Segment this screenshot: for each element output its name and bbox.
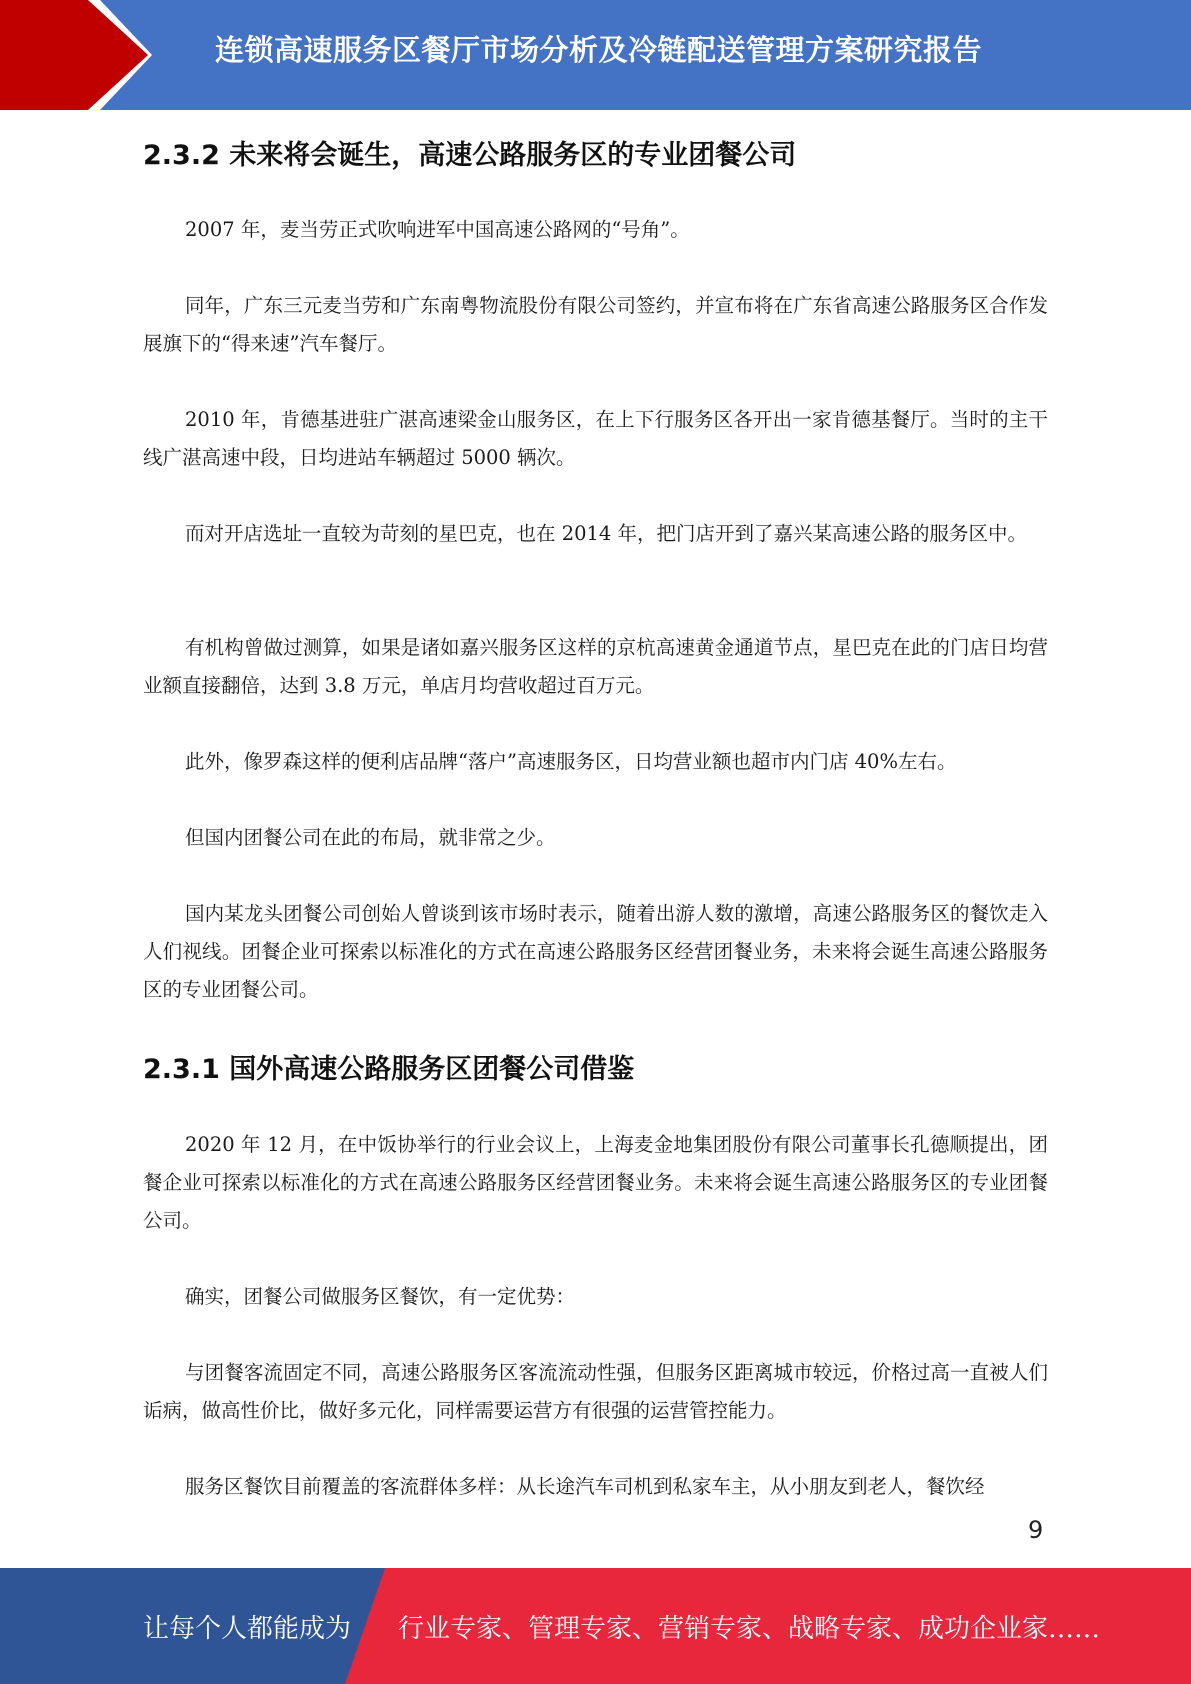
footer-slogan-left: 让每个人都能成为 xyxy=(143,1614,352,1644)
paragraph: 2010 年，肯德基进驻广湛高速梁金山服务区，在上下行服务区各开出一家肯德基餐厅。当时的主干线广湛高速中段，日均进站车辆超过 5000 辆次。 xyxy=(143,408,1048,469)
paragraph: 但国内团餐公司在此的布局，就非常之少。 xyxy=(185,826,556,849)
footer-slogan-right: 行业专家、管理专家、营销专家、战略专家、成功企业家…… xyxy=(398,1614,1101,1644)
paragraph: 而对开店选址一直较为苛刻的星巴克，也在 2014 年，把门店开到了嘉兴某高速公路的服务区中。 xyxy=(185,522,1028,545)
paragraph: 此外，像罗森这样的便利店品牌“落户”高速服务区，日均营业额也超市内门店 40%左右。 xyxy=(185,750,957,773)
page-number: 9 xyxy=(1028,1516,1044,1544)
paragraph: 有机构曾做过测算，如果是诸如嘉兴服务区这样的京杭高速黄金通道节点，星巴克在此的门店日均营业额直接翻倍，达到 3.8 万元，单店月均营收超过百万元。 xyxy=(143,636,1048,697)
paragraph: 与团餐客流固定不同，高速公路服务区客流流动性强，但服务区距离城市较远，价格过高一直被人们诟病，做高性价比，做好多元化，同样需要运营方有很强的运营管控能力。 xyxy=(143,1361,1048,1422)
header-red-chevron-icon xyxy=(0,0,160,110)
page-footer xyxy=(0,1568,1191,1684)
section-heading-2-3-1: 2.3.1 国外高速公路服务区团餐公司借鉴 xyxy=(143,1054,635,1085)
paragraph: 2007 年，麦当劳正式吹响进军中国高速公路网的“号角”。 xyxy=(185,218,690,241)
paragraph: 国内某龙头团餐公司创始人曾谈到该市场时表示，随着出游人数的激增，高速公路服务区的餐饮走入人们视线。团餐企业可探索以标准化的方式在高速公路服务区经营团餐业务，未来将会诞生高速公路服务区的专业团餐公司。 xyxy=(143,902,1048,1001)
page-header xyxy=(0,0,1191,110)
paragraph: 2020 年 12 月，在中饭协举行的行业会议上，上海麦金地集团股份有限公司董事长孔德顺提出，团餐企业可探索以标准化的方式在高速公路服务区经营团餐业务。未来将会诞生高速公路服务区的专业团餐公司。 xyxy=(143,1133,1048,1232)
section-heading-2-3-2: 2.3.2 未来将会诞生，高速公路服务区的专业团餐公司 xyxy=(143,140,797,171)
paragraph: 确实，团餐公司做服务区餐饮，有一定优势： xyxy=(185,1285,576,1308)
paragraph: 同年，广东三元麦当劳和广东南粤物流股份有限公司签约，并宣布将在广东省高速公路服务区合作发展旗下的“得来速”汽车餐厅。 xyxy=(143,294,1048,355)
paragraph: 服务区餐饮目前覆盖的客流群体多样：从长途汽车司机到私家车主，从小朋友到老人，餐饮经 xyxy=(185,1475,985,1498)
report-title: 连锁高速服务区餐厅市场分析及冷链配送管理方案研究报告 xyxy=(215,33,983,67)
